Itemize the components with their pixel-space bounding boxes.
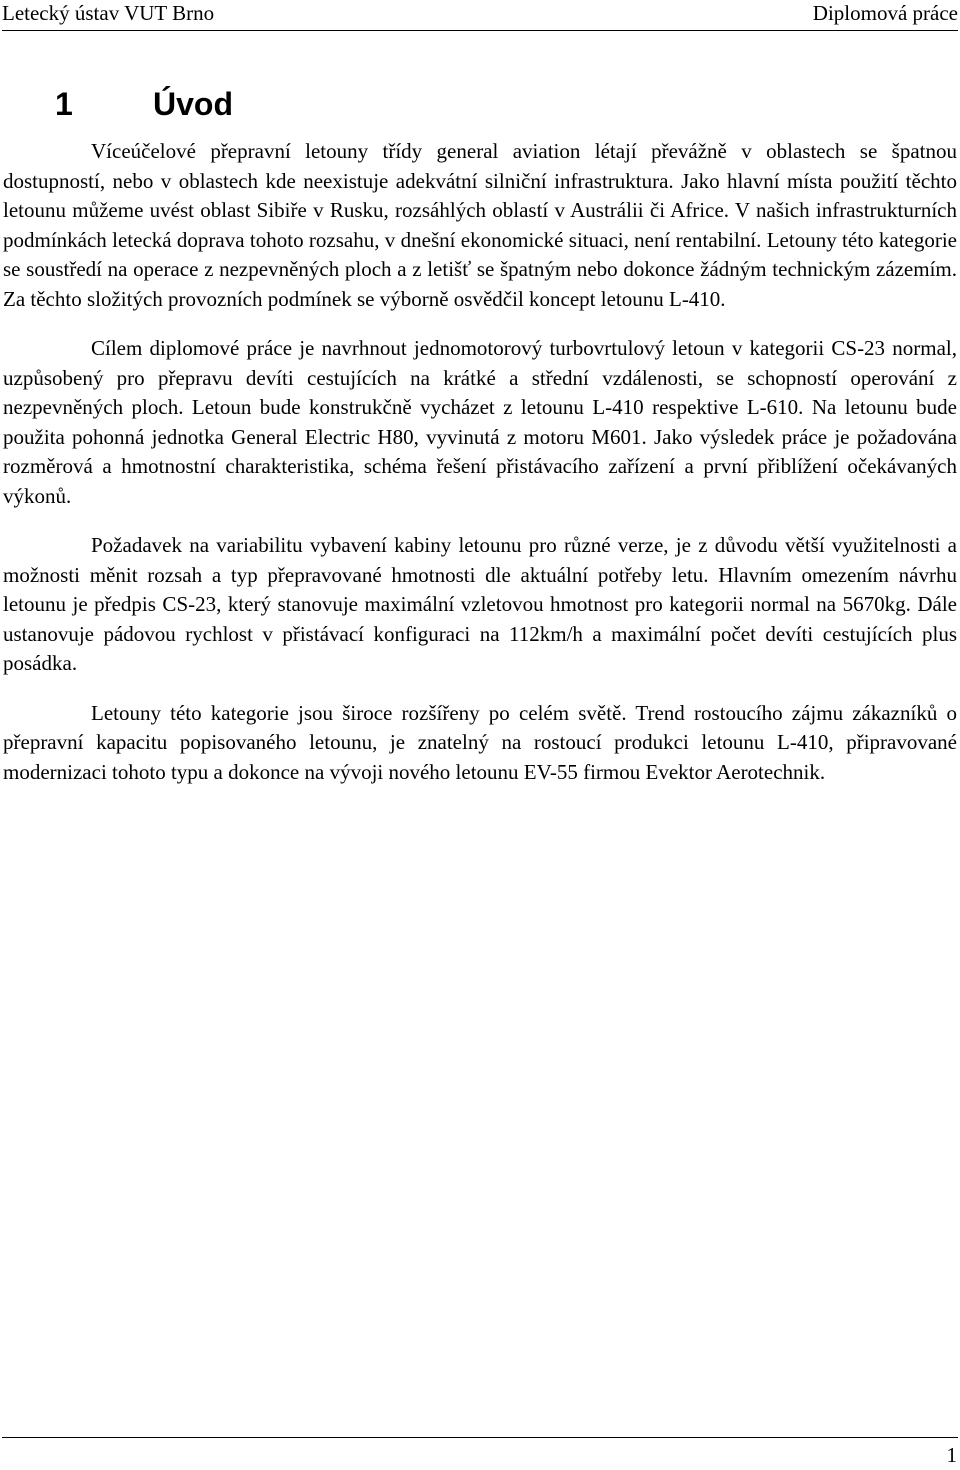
chapter-heading [55,82,233,126]
header-document-type: Diplomová práce [812,1,958,25]
paragraph: Cílem diplomové práce je navrhnout jednomotorový turbovrtulový letoun v kategorii CS-23 normal, uzpůsobený pro přepravu devíti cestujících na krátké a střední vzdálenosti, se schopností operování z nezpevněných ploch. Letoun bude konstrukčně vycházet z letounu L-410 respektive L-610. Na letounu bude použita pohonná jednotka General Electric H80, vyvinutá z motoru M601. Jako výsledek práce je požadována rozměrová a hmotnostní charakteristika, schéma řešení přistávacího zařízení a první přiblížení očekávaných výkonů. [3,336,957,508]
chapter-number: 1 [55,86,73,122]
paragraph: Letouny této kategorie jsou široce rozšířeny po celém světě. Trend rostoucího zájmu zákazníků o přepravní kapacitu popisovaného letounu, je znatelný na rostoucí produkci letounu L-410, připravované modernizaci tohoto typu a dokonce na vývoji nového letounu EV-55 firmou Evektor Aerotechnik. [3,700,957,784]
paragraph: Víceúčelové přepravní letouny třídy general aviation létají převážně v oblastech se špatnou dostupností, nebo v oblastech kde neexistuje adekvátní silniční infrastruktura. Jako hlavní místa použití těchto letounu můžeme uvést oblast Sibiře v Rusku, rozsáhlých oblastí v Austrálii či Africe. V našich infrastrukturních podmínkách letecká doprava tohoto rozsahu, v dnešní ekonomické situaci, není rentabilní. Letouny této kategorie se soustředí na operace z nezpevněných ploch a z letišť se špatným nebo dokonce žádným technickým zázemím. Za těchto složitých provozních podmínek se výborně osvědčil koncept letounu L-410. [3,139,957,311]
running-header [2,0,958,31]
header-institution: Letecký ústav VUT Brno [2,1,215,25]
body-text [3,137,957,807]
paragraph: Požadavek na variabilitu vybavení kabiny letounu pro různé verze, je z důvodu větší využitelnosti a možnosti měnit rozsah a typ přepravované hmotnosti dle aktuální potřeby letu. Hlavním omezením návrhu letounu je předpis CS-23, který stanovuje maximální vzletovou hmotnost pro kategorii normal na 5670kg. Dále ustanovuje pádovou rychlost v přistávací konfiguraci na 112km/h a maximální počet devíti cestujících plus posádka. [3,533,957,675]
footer-divider [2,1437,958,1438]
chapter-title: Úvod [153,86,233,122]
page-number: 1 [946,1443,957,1467]
